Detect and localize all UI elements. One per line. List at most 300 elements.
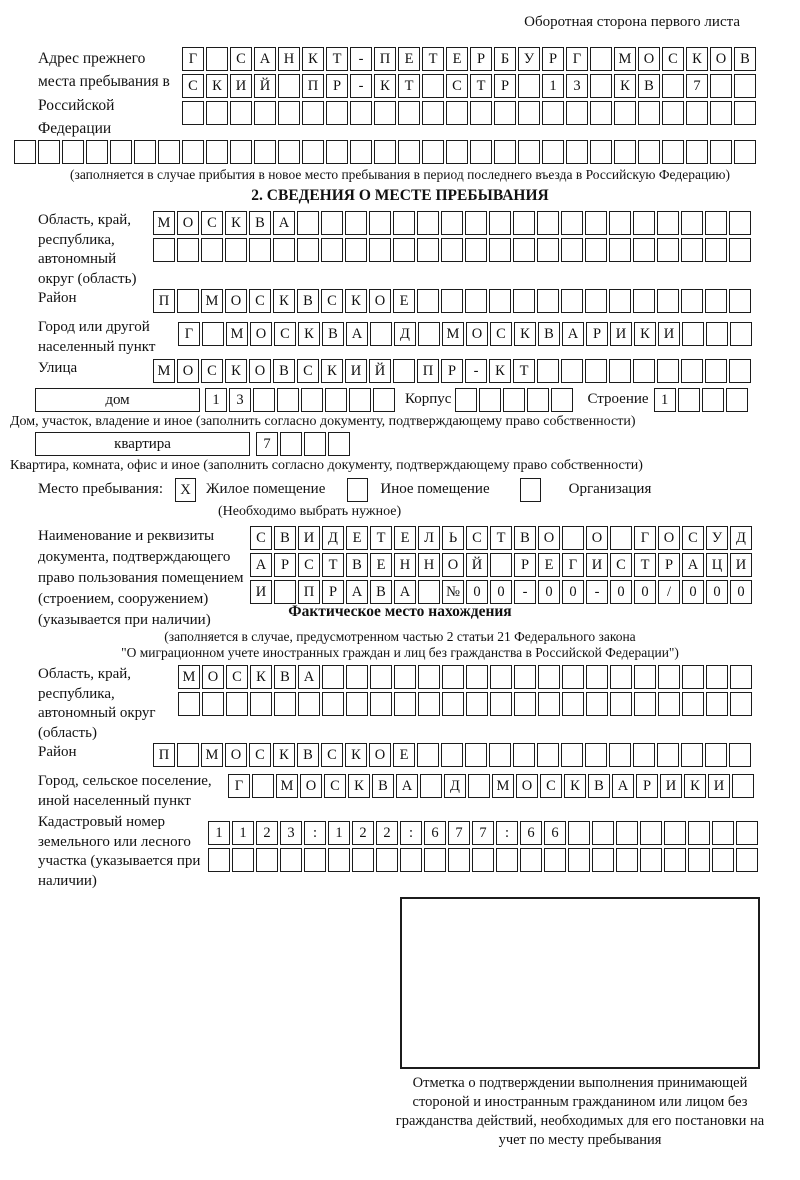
char-cell[interactable] [518, 74, 540, 98]
char-cell[interactable]: О [658, 526, 680, 550]
char-cell[interactable] [657, 211, 679, 235]
char-cell[interactable] [662, 74, 684, 98]
char-cell[interactable] [441, 238, 463, 262]
char-cell[interactable] [393, 359, 415, 383]
char-cell[interactable]: С [297, 359, 319, 383]
char-cell[interactable] [14, 140, 36, 164]
char-cell[interactable] [730, 692, 752, 716]
char-cell[interactable] [609, 359, 631, 383]
char-cell[interactable] [705, 743, 727, 767]
char-cell[interactable]: С [540, 774, 562, 798]
char-cell[interactable] [513, 238, 535, 262]
char-cell[interactable] [326, 101, 348, 125]
char-cell[interactable]: М [226, 322, 248, 346]
char-cell[interactable] [736, 848, 758, 872]
char-cell[interactable] [657, 238, 679, 262]
char-cell[interactable]: Ь [442, 526, 464, 550]
char-cell[interactable]: А [396, 774, 418, 798]
char-cell[interactable] [455, 388, 477, 412]
char-cell[interactable] [712, 848, 734, 872]
char-cell[interactable]: К [298, 322, 320, 346]
char-cell[interactable] [537, 743, 559, 767]
char-cell[interactable]: 3 [280, 821, 302, 845]
char-cell[interactable] [537, 211, 559, 235]
char-cell[interactable]: Т [398, 74, 420, 98]
char-cell[interactable]: В [274, 665, 296, 689]
char-cell[interactable] [566, 101, 588, 125]
char-cell[interactable]: А [298, 665, 320, 689]
char-cell[interactable]: Т [326, 47, 348, 71]
char-cell[interactable] [586, 692, 608, 716]
char-cell[interactable]: 3 [566, 74, 588, 98]
char-cell[interactable] [610, 692, 632, 716]
char-cell[interactable]: С [274, 322, 296, 346]
char-cell[interactable] [182, 101, 204, 125]
char-cell[interactable]: М [492, 774, 514, 798]
char-cell[interactable]: Т [422, 47, 444, 71]
char-cell[interactable] [442, 665, 464, 689]
char-cell[interactable]: 3 [229, 388, 251, 412]
char-cell[interactable]: И [708, 774, 730, 798]
char-cell[interactable] [304, 432, 326, 456]
char-cell[interactable] [494, 140, 516, 164]
char-cell[interactable] [514, 665, 536, 689]
char-cell[interactable] [514, 692, 536, 716]
char-cell[interactable]: - [514, 580, 536, 604]
char-cell[interactable] [490, 692, 512, 716]
char-cell[interactable] [633, 238, 655, 262]
char-cell[interactable] [590, 47, 612, 71]
char-cell[interactable] [398, 140, 420, 164]
char-cell[interactable]: К [273, 743, 295, 767]
char-cell[interactable]: П [417, 359, 439, 383]
char-cell[interactable] [729, 743, 751, 767]
char-cell[interactable] [610, 665, 632, 689]
char-cell[interactable] [177, 743, 199, 767]
char-cell[interactable] [278, 140, 300, 164]
char-cell[interactable] [301, 388, 323, 412]
char-cell[interactable]: С [324, 774, 346, 798]
char-cell[interactable] [489, 238, 511, 262]
char-cell[interactable] [280, 432, 302, 456]
char-cell[interactable]: М [201, 743, 223, 767]
char-cell[interactable]: 0 [730, 580, 752, 604]
char-cell[interactable]: Р [542, 47, 564, 71]
char-cell[interactable] [321, 211, 343, 235]
char-cell[interactable]: Е [538, 553, 560, 577]
char-cell[interactable] [373, 388, 395, 412]
char-cell[interactable] [441, 211, 463, 235]
char-cell[interactable]: Р [636, 774, 658, 798]
char-cell[interactable] [202, 692, 224, 716]
char-cell[interactable]: Р [322, 580, 344, 604]
char-cell[interactable]: В [346, 553, 368, 577]
char-cell[interactable]: О [516, 774, 538, 798]
char-cell[interactable]: А [346, 322, 368, 346]
char-cell[interactable]: 0 [490, 580, 512, 604]
char-cell[interactable] [422, 140, 444, 164]
char-cell[interactable] [465, 743, 487, 767]
char-cell[interactable]: : [304, 821, 326, 845]
char-cell[interactable] [489, 211, 511, 235]
checkbox-residential[interactable]: X [175, 478, 196, 502]
char-cell[interactable]: А [682, 553, 704, 577]
char-cell[interactable]: 7 [256, 432, 278, 456]
char-cell[interactable]: О [249, 359, 271, 383]
char-cell[interactable] [590, 74, 612, 98]
char-cell[interactable]: К [206, 74, 228, 98]
char-cell[interactable]: Б [494, 47, 516, 71]
char-cell[interactable] [250, 692, 272, 716]
char-cell[interactable]: С [201, 211, 223, 235]
char-cell[interactable] [230, 101, 252, 125]
char-cell[interactable] [349, 388, 371, 412]
char-cell[interactable] [590, 101, 612, 125]
char-cell[interactable] [657, 359, 679, 383]
char-cell[interactable]: И [250, 580, 272, 604]
char-cell[interactable]: К [345, 743, 367, 767]
char-cell[interactable] [417, 238, 439, 262]
char-cell[interactable] [374, 101, 396, 125]
char-cell[interactable]: С [182, 74, 204, 98]
char-cell[interactable] [688, 848, 710, 872]
char-cell[interactable] [640, 821, 662, 845]
char-cell[interactable] [326, 140, 348, 164]
char-cell[interactable]: К [273, 289, 295, 313]
char-cell[interactable] [297, 211, 319, 235]
char-cell[interactable] [325, 388, 347, 412]
char-cell[interactable] [633, 211, 655, 235]
char-cell[interactable] [658, 665, 680, 689]
char-cell[interactable] [465, 211, 487, 235]
char-cell[interactable] [585, 359, 607, 383]
char-cell[interactable]: 0 [538, 580, 560, 604]
char-cell[interactable] [208, 848, 230, 872]
char-cell[interactable] [705, 289, 727, 313]
char-cell[interactable] [542, 140, 564, 164]
char-cell[interactable] [110, 140, 132, 164]
char-cell[interactable]: С [446, 74, 468, 98]
char-cell[interactable]: К [321, 359, 343, 383]
char-cell[interactable] [206, 140, 228, 164]
char-cell[interactable]: С [249, 743, 271, 767]
char-cell[interactable]: Д [322, 526, 344, 550]
char-cell[interactable]: № [442, 580, 464, 604]
char-cell[interactable] [422, 101, 444, 125]
char-cell[interactable] [345, 238, 367, 262]
char-cell[interactable]: У [518, 47, 540, 71]
char-cell[interactable] [398, 101, 420, 125]
char-cell[interactable] [328, 848, 350, 872]
char-cell[interactable] [178, 692, 200, 716]
char-cell[interactable]: С [490, 322, 512, 346]
char-cell[interactable]: 0 [634, 580, 656, 604]
char-cell[interactable] [352, 848, 374, 872]
char-cell[interactable] [513, 289, 535, 313]
char-cell[interactable] [736, 821, 758, 845]
char-cell[interactable]: Р [470, 47, 492, 71]
char-cell[interactable] [490, 665, 512, 689]
char-cell[interactable] [370, 665, 392, 689]
char-cell[interactable] [592, 821, 614, 845]
char-cell[interactable] [503, 388, 525, 412]
char-cell[interactable] [394, 665, 416, 689]
char-cell[interactable]: Р [514, 553, 536, 577]
char-cell[interactable]: / [658, 580, 680, 604]
char-cell[interactable] [446, 140, 468, 164]
char-cell[interactable] [158, 140, 180, 164]
char-cell[interactable] [153, 238, 175, 262]
char-cell[interactable] [418, 580, 440, 604]
char-cell[interactable] [616, 848, 638, 872]
char-cell[interactable] [177, 289, 199, 313]
char-cell[interactable]: В [538, 322, 560, 346]
char-cell[interactable] [730, 322, 752, 346]
char-cell[interactable] [226, 692, 248, 716]
checkbox-organization[interactable] [520, 478, 541, 502]
char-cell[interactable] [448, 848, 470, 872]
char-cell[interactable] [38, 140, 60, 164]
char-cell[interactable]: Г [182, 47, 204, 71]
char-cell[interactable] [278, 74, 300, 98]
char-cell[interactable]: У [706, 526, 728, 550]
char-cell[interactable] [634, 665, 656, 689]
char-cell[interactable] [681, 211, 703, 235]
char-cell[interactable] [489, 743, 511, 767]
char-cell[interactable] [369, 211, 391, 235]
char-cell[interactable]: К [514, 322, 536, 346]
char-cell[interactable] [513, 211, 535, 235]
char-cell[interactable]: 7 [472, 821, 494, 845]
char-cell[interactable]: Г [562, 553, 584, 577]
char-cell[interactable] [254, 101, 276, 125]
char-cell[interactable] [442, 692, 464, 716]
char-cell[interactable]: П [153, 743, 175, 767]
char-cell[interactable]: Е [370, 553, 392, 577]
char-cell[interactable]: С [321, 743, 343, 767]
char-cell[interactable]: О [225, 289, 247, 313]
char-cell[interactable] [394, 692, 416, 716]
char-cell[interactable] [273, 238, 295, 262]
char-cell[interactable]: М [178, 665, 200, 689]
char-cell[interactable] [705, 211, 727, 235]
char-cell[interactable] [705, 359, 727, 383]
char-cell[interactable]: Г [634, 526, 656, 550]
char-cell[interactable] [729, 211, 751, 235]
char-cell[interactable] [230, 140, 252, 164]
char-cell[interactable] [422, 74, 444, 98]
char-cell[interactable] [542, 101, 564, 125]
char-cell[interactable]: 2 [256, 821, 278, 845]
char-cell[interactable] [682, 322, 704, 346]
char-cell[interactable] [551, 388, 573, 412]
char-cell[interactable] [302, 140, 324, 164]
char-cell[interactable] [518, 140, 540, 164]
char-cell[interactable]: В [297, 743, 319, 767]
char-cell[interactable]: 1 [328, 821, 350, 845]
char-cell[interactable]: Д [444, 774, 466, 798]
char-cell[interactable]: С [298, 553, 320, 577]
char-cell[interactable] [304, 848, 326, 872]
char-cell[interactable]: К [302, 47, 324, 71]
char-cell[interactable]: О [177, 211, 199, 235]
char-cell[interactable] [322, 692, 344, 716]
char-cell[interactable]: - [350, 74, 372, 98]
char-cell[interactable] [345, 211, 367, 235]
char-cell[interactable] [370, 322, 392, 346]
char-cell[interactable]: Т [322, 553, 344, 577]
char-cell[interactable] [609, 743, 631, 767]
char-cell[interactable]: О [710, 47, 732, 71]
char-cell[interactable]: В [638, 74, 660, 98]
char-cell[interactable]: Р [441, 359, 463, 383]
char-cell[interactable]: К [374, 74, 396, 98]
char-cell[interactable] [496, 848, 518, 872]
char-cell[interactable] [561, 211, 583, 235]
char-cell[interactable]: В [322, 322, 344, 346]
char-cell[interactable] [568, 821, 590, 845]
char-cell[interactable]: С [250, 526, 272, 550]
char-cell[interactable]: Е [446, 47, 468, 71]
char-cell[interactable] [249, 238, 271, 262]
char-cell[interactable]: В [372, 774, 394, 798]
char-cell[interactable] [537, 289, 559, 313]
char-cell[interactable]: А [250, 553, 272, 577]
char-cell[interactable] [177, 238, 199, 262]
char-cell[interactable] [729, 238, 751, 262]
char-cell[interactable] [682, 665, 704, 689]
char-cell[interactable] [417, 289, 439, 313]
char-cell[interactable] [328, 432, 350, 456]
char-cell[interactable]: 6 [544, 821, 566, 845]
char-cell[interactable] [730, 665, 752, 689]
char-cell[interactable] [561, 743, 583, 767]
char-cell[interactable]: Н [394, 553, 416, 577]
char-cell[interactable] [321, 238, 343, 262]
char-cell[interactable]: В [734, 47, 756, 71]
char-cell[interactable] [298, 692, 320, 716]
char-cell[interactable] [254, 140, 276, 164]
char-cell[interactable]: О [538, 526, 560, 550]
char-cell[interactable]: Е [346, 526, 368, 550]
char-cell[interactable] [609, 238, 631, 262]
char-cell[interactable]: 6 [424, 821, 446, 845]
char-cell[interactable]: С [610, 553, 632, 577]
char-cell[interactable] [562, 692, 584, 716]
char-cell[interactable] [561, 289, 583, 313]
char-cell[interactable]: А [254, 47, 276, 71]
checkbox-other-premises[interactable] [347, 478, 368, 502]
char-cell[interactable]: 0 [610, 580, 632, 604]
char-cell[interactable] [86, 140, 108, 164]
char-cell[interactable]: : [400, 821, 422, 845]
char-cell[interactable] [590, 140, 612, 164]
char-cell[interactable]: С [682, 526, 704, 550]
char-cell[interactable]: И [660, 774, 682, 798]
char-cell[interactable]: Ц [706, 553, 728, 577]
char-cell[interactable] [734, 140, 756, 164]
char-cell[interactable]: 6 [520, 821, 542, 845]
char-cell[interactable]: Й [466, 553, 488, 577]
char-cell[interactable] [277, 388, 299, 412]
char-cell[interactable]: Р [326, 74, 348, 98]
char-cell[interactable] [274, 580, 296, 604]
char-cell[interactable] [280, 848, 302, 872]
char-cell[interactable] [465, 289, 487, 313]
char-cell[interactable] [638, 101, 660, 125]
char-cell[interactable]: О [177, 359, 199, 383]
char-cell[interactable] [537, 359, 559, 383]
char-cell[interactable]: С [249, 289, 271, 313]
char-cell[interactable]: Р [274, 553, 296, 577]
char-cell[interactable]: 2 [352, 821, 374, 845]
char-cell[interactable]: Д [394, 322, 416, 346]
char-cell[interactable] [562, 665, 584, 689]
char-cell[interactable] [734, 74, 756, 98]
char-cell[interactable]: С [466, 526, 488, 550]
char-cell[interactable] [566, 140, 588, 164]
char-cell[interactable] [662, 101, 684, 125]
char-cell[interactable] [586, 665, 608, 689]
char-cell[interactable] [561, 359, 583, 383]
char-cell[interactable] [614, 101, 636, 125]
char-cell[interactable]: И [345, 359, 367, 383]
char-cell[interactable] [585, 743, 607, 767]
char-cell[interactable] [732, 774, 754, 798]
char-cell[interactable]: К [225, 211, 247, 235]
char-cell[interactable] [562, 526, 584, 550]
char-cell[interactable] [702, 388, 724, 412]
char-cell[interactable]: К [345, 289, 367, 313]
char-cell[interactable]: 2 [376, 821, 398, 845]
char-cell[interactable]: Л [418, 526, 440, 550]
char-cell[interactable] [706, 322, 728, 346]
char-cell[interactable] [350, 101, 372, 125]
char-cell[interactable]: И [610, 322, 632, 346]
char-cell[interactable] [585, 289, 607, 313]
char-cell[interactable]: И [586, 553, 608, 577]
char-cell[interactable]: Т [370, 526, 392, 550]
char-cell[interactable] [520, 848, 542, 872]
char-cell[interactable]: И [230, 74, 252, 98]
char-cell[interactable]: Д [730, 526, 752, 550]
char-cell[interactable]: О [638, 47, 660, 71]
char-cell[interactable] [518, 101, 540, 125]
char-cell[interactable] [657, 743, 679, 767]
char-cell[interactable]: С [226, 665, 248, 689]
char-cell[interactable]: 7 [686, 74, 708, 98]
char-cell[interactable] [544, 848, 566, 872]
char-cell[interactable] [729, 359, 751, 383]
char-cell[interactable]: О [250, 322, 272, 346]
char-cell[interactable]: Й [254, 74, 276, 98]
char-cell[interactable] [278, 101, 300, 125]
char-cell[interactable] [393, 211, 415, 235]
char-cell[interactable] [657, 289, 679, 313]
char-cell[interactable] [441, 289, 463, 313]
char-cell[interactable] [664, 848, 686, 872]
char-cell[interactable]: Т [470, 74, 492, 98]
char-cell[interactable]: В [588, 774, 610, 798]
char-cell[interactable]: О [225, 743, 247, 767]
char-cell[interactable]: Р [586, 322, 608, 346]
char-cell[interactable]: - [350, 47, 372, 71]
char-cell[interactable] [664, 821, 686, 845]
char-cell[interactable] [634, 692, 656, 716]
char-cell[interactable]: И [730, 553, 752, 577]
char-cell[interactable]: М [153, 211, 175, 235]
char-cell[interactable] [369, 238, 391, 262]
